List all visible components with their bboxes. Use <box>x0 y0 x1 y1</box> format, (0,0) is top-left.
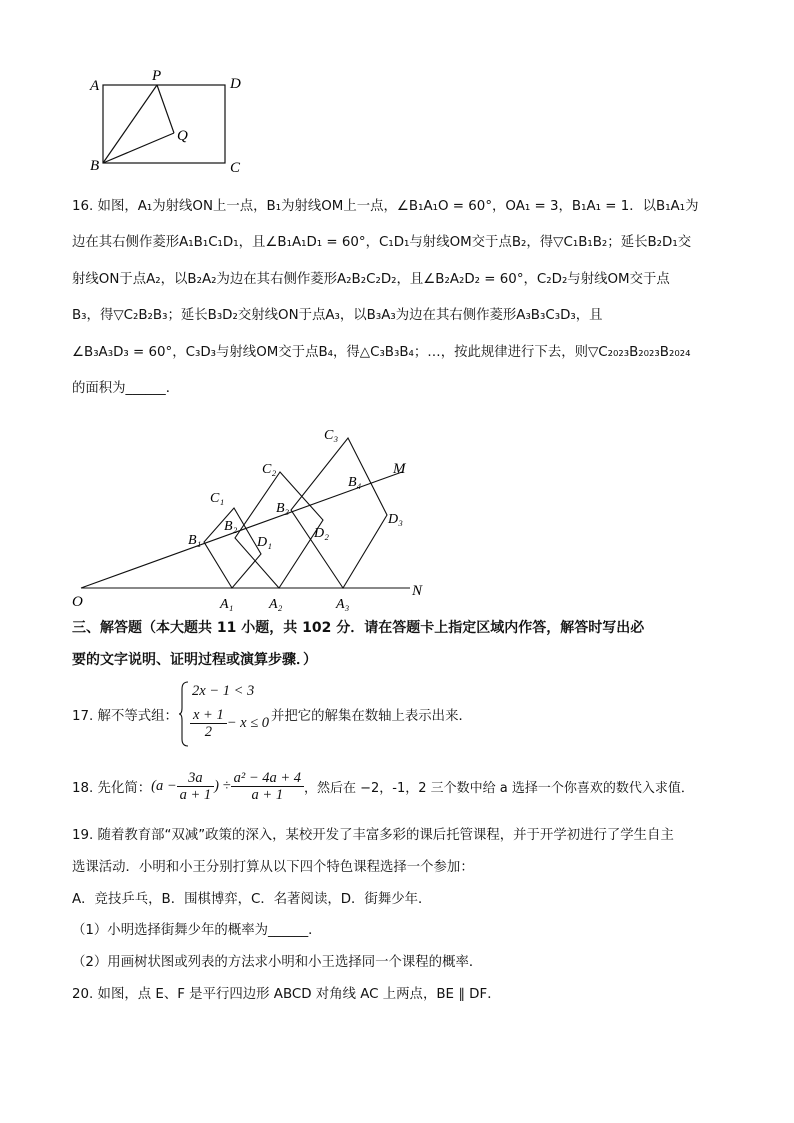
q17-fraction-numerator: x + 1 <box>190 707 227 724</box>
q19-line-2: 选课活动．小明和小王分别打算从以下四个特色课程选择一个参加： <box>72 860 474 875</box>
section-3-heading-line-1: 三、解答题（本大题共 11 小题，共 102 分．请在答题卡上指定区域内作答，解答时写出必 <box>72 620 645 636</box>
label-b2: B₂ <box>224 519 238 534</box>
q18-prefix: 18. 先化简： <box>72 781 152 796</box>
q17-brace <box>179 681 189 747</box>
q18 <box>72 770 732 810</box>
q16-line-2: 边在其右侧作菱形A₁B₁C₁D₁，且∠B₁A₁D₁ = 60°，C₁D₁与射线OM交于点B₂，得▽C₁B₁B₂；延长B₂D₁交 <box>72 235 692 250</box>
q19-line-5: （2）用画树状图或列表的方法求小明和小王选择同一个课程的概率． <box>72 955 483 970</box>
q17-prefix: 17. 解不等式组： <box>72 709 178 724</box>
segment-pq <box>157 85 174 133</box>
label-a3: A₃ <box>336 597 350 612</box>
label-d3: D₃ <box>388 512 403 527</box>
q16-line-5: ∠B₃A₃D₃ = 60°，C₃D₃与射线OM交于点B₄，得△C₃B₃B₄；…，按此规律进行下去，则▽C₂₀₂₃B₂₀₂₃B₂₀₂₄ <box>72 345 691 360</box>
q18-fraction-1-numerator: 3a <box>177 770 215 787</box>
label-c3: C₃ <box>324 428 339 443</box>
q19-line-1: 19. 随着教育部“双减”政策的深入，某校开发了丰富多彩的课后托管课程，并于开学初进行了学生自主 <box>72 828 674 843</box>
label-b1: B₁ <box>188 533 202 548</box>
q16-line-3: 射线ON于点A₂，以B₂A₂为边在其右侧作菱形A₂B₂C₂D₂，且∠B₂A₂D₂ = 60°，C₂D₂与射线OM交于点 <box>72 272 670 287</box>
q17-suffix: 并把它的解集在数轴上表示出来． <box>271 709 472 724</box>
q17-inequality-2-tail: − x ≤ 0 <box>226 715 270 731</box>
q18-fraction-2-denominator: a + 1 <box>251 787 284 803</box>
q19-line-4: （1）小明选择街舞少年的概率为______． <box>72 923 322 938</box>
label-c: C <box>230 160 241 176</box>
rhombus-figure <box>60 420 440 615</box>
q17-inequality-1: 2x − 1 < 3 <box>192 683 255 699</box>
label-q: Q <box>177 128 188 144</box>
q20-line-1: 20. 如图，点 E、F 是平行四边形 ABCD 对角线 AC 上两点，BE ∥ DF． <box>72 987 501 1002</box>
q16-line-4: B₃，得▽C₂B₂B₃；延长B₃D₂交射线ON于点A₃，以B₃A₃为边在其右侧作菱形A₃B₃C₃D₃，且 <box>72 308 603 323</box>
rectangle-abcd <box>103 85 225 163</box>
label-n: N <box>412 583 423 599</box>
label-d1: D₁ <box>257 535 272 550</box>
q18-fraction-2-numerator: a² − 4a + 4 <box>231 770 304 787</box>
label-d2: D₂ <box>314 526 329 541</box>
label-c2: C₂ <box>262 462 277 477</box>
q18-fraction-1 <box>177 770 215 803</box>
label-d: D <box>230 76 241 92</box>
q19-line-3: A．竞技乒乓，B．围棋博弈，C．名著阅读，D．街舞少年． <box>72 892 432 907</box>
q18-fraction-2 <box>231 770 304 803</box>
q17-inequality-2 <box>190 707 269 740</box>
label-a2: A₂ <box>269 597 283 612</box>
q18-close: ) ÷ <box>214 778 231 794</box>
q16-line-6: 的面积为______． <box>72 381 180 396</box>
rhombus-2 <box>235 472 323 588</box>
q17-fraction <box>190 707 227 740</box>
label-o: O <box>72 594 83 610</box>
label-a1: A₁ <box>220 597 234 612</box>
q17 <box>72 681 722 747</box>
q18-suffix: ，然后在 −2，-1，2 三个数中给 a 选择一个你喜欢的数代入求值． <box>304 781 694 796</box>
label-c1: C₁ <box>210 491 225 506</box>
rhombus-3 <box>291 438 387 588</box>
label-m: M <box>393 461 406 477</box>
label-b: B <box>90 158 100 174</box>
rectangle-figure <box>80 62 260 178</box>
section-3-heading-line-2: 要的文字说明、证明过程或演算步骤．） <box>72 652 317 668</box>
label-a: A <box>90 78 100 94</box>
q18-open: (a − <box>151 778 177 794</box>
label-p: P <box>152 68 162 84</box>
label-b4: B₄ <box>348 475 362 490</box>
q17-fraction-denominator: 2 <box>204 724 212 740</box>
label-b3: B₃ <box>276 501 290 516</box>
q18-fraction-1-denominator: a + 1 <box>179 787 212 803</box>
q16-line-1: 16. 如图，A₁为射线ON上一点，B₁为射线OM上一点，∠B₁A₁O = 60°，OA₁ = 3，B₁A₁ = 1．以B₁A₁为 <box>72 199 699 214</box>
